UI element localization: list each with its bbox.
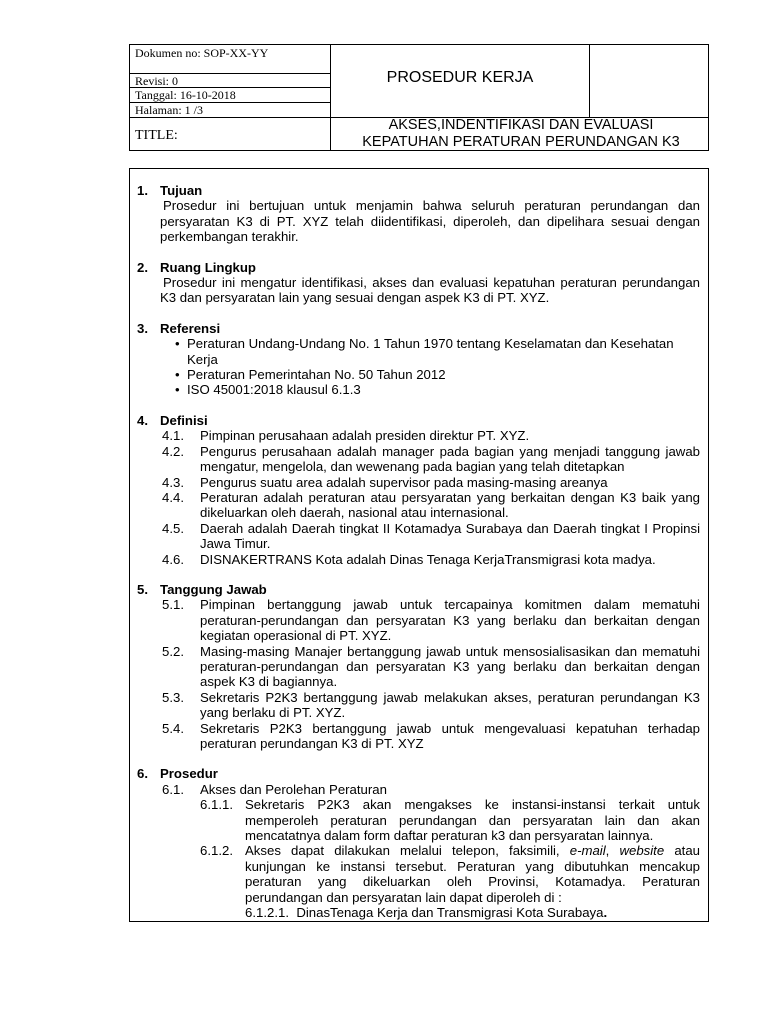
list-item: • Peraturan Undang-Undang No. 1 Tahun 1970 tentang Keselamatan dan Kesehatan Kerja — [175, 336, 700, 367]
header-divider-v2 — [589, 45, 590, 117]
page-number: Halaman: 1 /3 — [135, 103, 203, 117]
website-term: website — [619, 843, 665, 859]
section-text: Prosedur ini bertujuan untuk menjamin bahwa seluruh peraturan perundangan dan persyaratan K3 di PT. XYZ telah diidentifikasi, diperoleh, dan dipelihara sesuai dengan perkembangan terakhir. — [160, 198, 700, 245]
section-number: 4. — [137, 412, 148, 428]
section-heading: Tujuan — [160, 183, 203, 198]
list-item: 6.1.2.1. DinasTenaga Kerja dan Transmigrasi Kota Surabaya. — [245, 905, 608, 921]
section-definisi — [130, 413, 708, 567]
section-heading: Definisi — [160, 412, 208, 428]
doc-number: Dokumen no: SOP-XX-YY — [135, 46, 269, 60]
section-number: 6. — [137, 766, 148, 782]
section-referensi — [130, 321, 708, 398]
section-tujuan — [130, 183, 708, 245]
section-heading: Prosedur — [160, 766, 218, 782]
list-item: 4.5. Daerah adalah Daerah tingkat II Kotamadya Surabaya dan Daerah tingkat I Propinsi Jawa Timur. — [162, 520, 700, 552]
subject-line-2: KEPATUHAN PERATURAN PERUNDANGAN K3 — [362, 134, 680, 150]
section-tanggung-jawab — [130, 582, 708, 751]
revision: Revisi: 0 — [135, 74, 179, 88]
document-subject — [331, 117, 711, 151]
date: Tanggal: 16-10-2018 — [135, 88, 236, 102]
section-heading: Referensi — [160, 320, 221, 336]
section-number: 5. — [137, 581, 148, 597]
list-item: 5.4. Sekretaris P2K3 bertanggung jawab untuk mengevaluasi kepatuhan terhadap peraturan perundangan K3 di PT. XYZ — [162, 720, 700, 751]
list-item: • ISO 45001:2018 klausul 6.1.3 — [175, 382, 700, 397]
section-number: 3. — [137, 320, 148, 336]
list-item: 4.6. DISNAKERTRANS Kota adalah Dinas Tenaga KerjaTransmigrasi kota madya. — [162, 551, 656, 567]
document-body — [129, 168, 709, 922]
subject-line-1: AKSES,INDENTIFIKASI DAN EVALUASI — [388, 117, 654, 133]
section-number: 1. — [137, 183, 148, 198]
section-text: Prosedur ini mengatur identifikasi, akses dan evaluasi kepatuhan peraturan perundangan K3 dan persyaratan lain yang sesuai dengan aspek K3 di PT. XYZ. — [160, 275, 700, 306]
list-item: 4.1. Pimpinan perusahaan adalah presiden direktur PT. XYZ. — [162, 428, 530, 444]
prosedur-title: PROSEDUR KERJA — [386, 69, 534, 86]
list-item: • Peraturan Pemerintahan No. 50 Tahun 2012 — [175, 367, 700, 382]
list-item: 6.1.1. Sekretaris P2K3 akan mengakses ke instansi-instansi terkait untuk memperoleh peraturan perundangan dan persyaratan lain dan akan mencatatnya dalam form daftar peraturan k3 dan persyaratan lainnya. — [200, 797, 700, 844]
email-term: e-mail — [569, 843, 606, 859]
subsection-title: 6.1. Akses dan Perolehan Peraturan — [162, 781, 387, 797]
list-item: 5.2. Masing-masing Manajer bertanggung jawab untuk mensosialisasikan dan mematuhi peraturan-perundangan dan persyaratan K3 yang berlaku dan berkaitan dengan aspek K3 di bagiannya. — [162, 643, 700, 690]
list-item: 4.4. Peraturan adalah peraturan atau persyaratan yang berkaitan dengan K3 baik yang dikeluarkan oleh daerah, nasional atau internasional. — [162, 489, 700, 521]
title-label: TITLE: — [135, 128, 178, 143]
list-item: 5.3. Sekretaris P2K3 bertanggung jawab melakukan akses, peraturan perundangan K3 yang berlaku di PT. XYZ. — [162, 689, 700, 721]
section-ruang-lingkup — [130, 260, 708, 306]
section-prosedur — [130, 766, 708, 920]
section-heading: Tanggung Jawab — [160, 581, 267, 597]
list-item: 4.2. Pengurus perusahaan adalah manager pada bagian yang menjadi tanggung jawab mengatur, mengelola, dan wewenang pada bagian yang telah ditetapkan — [162, 443, 700, 475]
document-header-table — [129, 44, 709, 151]
section-heading: Ruang Lingkup — [160, 259, 256, 275]
section-number: 2. — [137, 259, 148, 275]
list-item: 4.3. Pengurus suatu area adalah supervisor pada masing-masing areanya — [162, 474, 608, 490]
list-item: 5.1. Pimpinan bertanggung jawab untuk tercapainya komitmen dalam mematuhi peraturan-perundangan dan persyaratan K3 yang berlaku dan berkaitan dengan kegiatan operasional di PT. XYZ. — [162, 597, 700, 644]
list-item: 6.1.2. Akses dapat dilakukan melalui telepon, faksimili, e-mail, website atau kunjungan ke instansi tersebut. Peraturan yang dibutuhkan mencakup peraturan yang dikeluarkan oleh Provinsi, Kotamadya. Peraturan perundangan dan persyaratan lain dapat diperoleh di : — [200, 843, 700, 905]
